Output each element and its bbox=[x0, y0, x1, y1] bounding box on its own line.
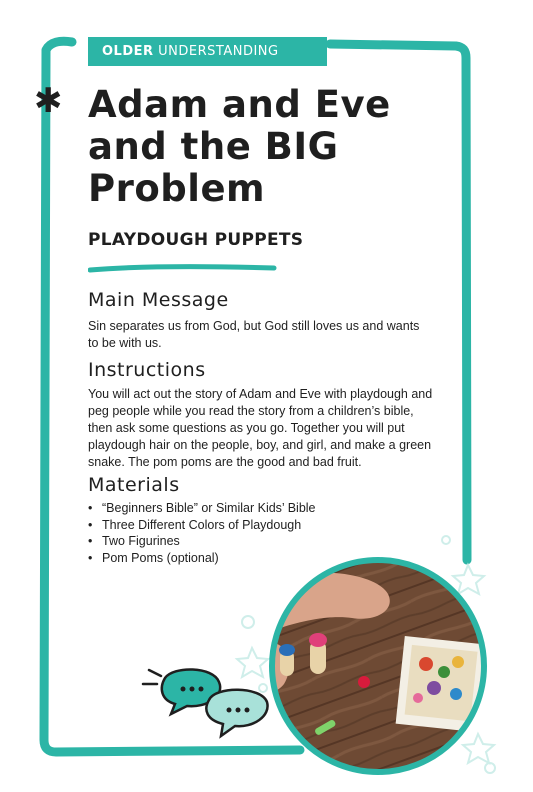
main-message-heading: Main Message bbox=[88, 289, 229, 311]
list-item: • Three Different Colors of Playdough bbox=[100, 517, 316, 534]
instructions-heading: Instructions bbox=[88, 359, 206, 381]
activity-photo bbox=[266, 554, 496, 784]
page-title: Adam and Eve and the BIG Problem bbox=[88, 83, 391, 210]
instructions-text: You will act out the story of Adam and Eve with playdough and peg people while you read the story from a children’s bible, then ask some questions as you go. Together you will put playdough hair on the people, boy, and girl, and make a green snake. The pom poms are the good and bad fruit. bbox=[88, 387, 433, 469]
materials-heading: Materials bbox=[88, 474, 180, 496]
page-subtitle: PLAYDOUGH PUPPETS bbox=[88, 230, 304, 250]
list-item: • Pom Poms (optional) bbox=[100, 550, 316, 567]
chat-bubbles-icon bbox=[137, 656, 277, 746]
list-item: • Two Figurines bbox=[100, 533, 316, 550]
list-item: • “Beginners Bible” or Similar Kids’ Bible bbox=[100, 500, 316, 517]
title-divider bbox=[88, 262, 278, 274]
main-message-text: Sin separates us from God, but God still loves us and wants to be with us. bbox=[88, 319, 420, 350]
circle-icon bbox=[242, 616, 254, 628]
circle-icon bbox=[442, 536, 450, 544]
section-label: OLDER UNDERSTANDING bbox=[88, 37, 327, 66]
asterisk-icon: ✱ bbox=[34, 81, 63, 121]
